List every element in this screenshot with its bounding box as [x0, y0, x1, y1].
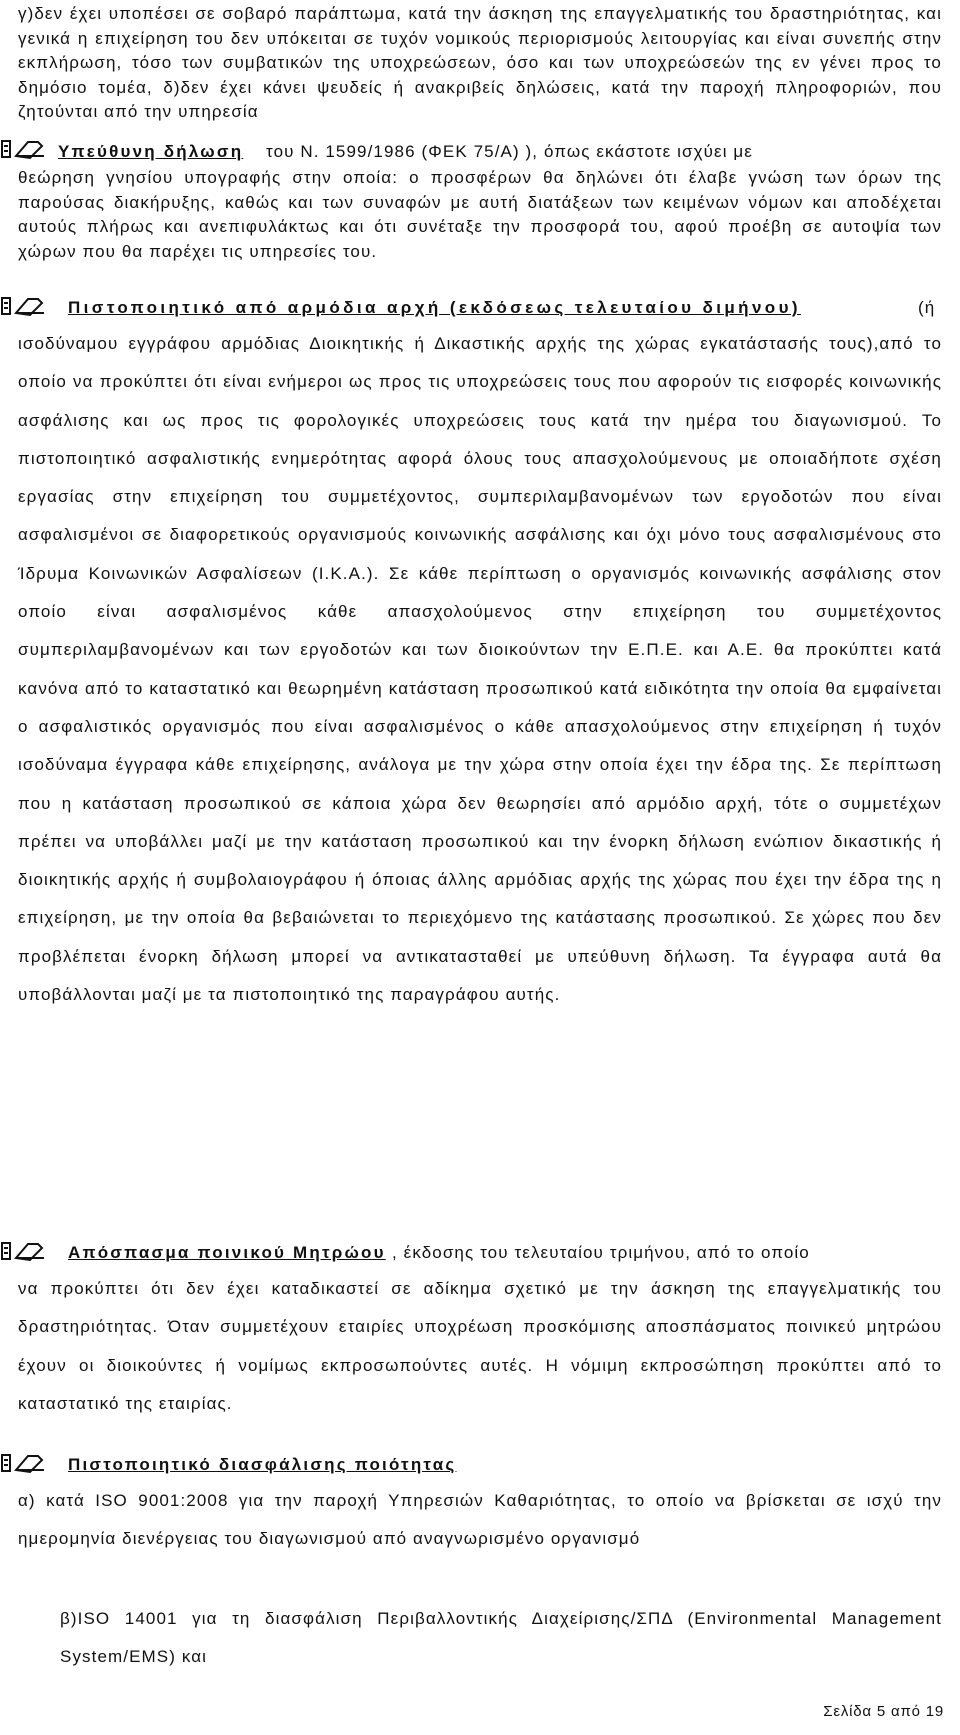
- pencil-icon: [0, 1452, 50, 1474]
- declaration-inline: του Ν. 1599/1986 (ΦΕΚ 75/Α) ), όπως εκάστοτε ισχύει με: [266, 142, 753, 161]
- page-number: Σελίδα 5 από 19: [823, 1703, 944, 1720]
- certificate-text: ισοδύναμου εγγράφου αρμόδιας Διοικητικής ή Δικαστικής αρχής της χώρας εγκατάστασής τους),από το οποίο να προκύπτει ότι είναι ενήμεροι ως προς τις υποχρεώσεις τους που αφορούν τις εισφορές κοινωνικής ασφάλισης και ως προς τις φορολογικές υποχρεώσεις τους κατά την ημέρα του διαγωνισμού. Το πιστοποιητικό ασφαλιστικής ενημερότητας αφορά όλους τους απασχολούμενους με οποιαδήποτε σχέση εργασίας στην επιχείρηση του συμμετέχοντος, συμπεριλαμβανομένων των εργοδοτών που είναι ασφαλισμένοι σε διαφορετικούς οργανισμούς κοινωνικής ασφάλισης και όχι μόνο τους ασφαλισμένους στο Ίδρυμα Κοινωνικών Ασφαλίσεων (Ι.Κ.Α.). Σε κάθε περίπτωση ο οργανισμός κοινωνικής ασφάλισης στον οποίο είναι ασφαλισμένος κάθε απασχολούμενος στην επιχείρηση του συμμετέχοντος συμπεριλαμβανομένων και των εργοδοτών και των διοικούντων την Ε.Π.Ε. και Α.Ε. θα προκύπτει κατά κανόνα από το καταστατικό και θεωρημένη κατάσταση προσωπικού κατά ειδικότητα την οποία θα εμφαίνεται ο ασφαλιστικός οργανισμός που είναι ασφαλισμένος ο κάθε απασχολούμενος στην επιχείρηση ή τυχόν ισοδύναμα έγγραφα κάθε επιχείρησης, ανάλογα με την χώρα στην οποία έχει την έδρα της. Σε περίπτωση που η κατάσταση προσωπικού σε κάποια χώρα δεν θεωρησίει από αρμόδιο αρχή, τότε ο συμμετέχων πρέπει να υποβάλλει μαζί με την κατάσταση προσωπικού και την ένορκη δήλωση ενώπιον δικαστικής ή διοικητικής αρχής ή συμβολαιογράφου ή όποιας άλλης αρμόδιας αρχής της χώρας που έχει την έδρα της η επιχείρηση, με την οποία θα βεβαιώνεται το περιεχόμενο της κατάστασης προσωπικού. Σε χώρες που δεν προβλέπεται ένορκη δήλωση μπορεί να αντικατασταθεί με υπεύθυνη δήλωση. Τα έγγραφα αυτά θα υποβάλλονται μαζί με τα πιστοποιητικό της παραγράφου αυτής.: [18, 334, 942, 1005]
- declaration-text: θεώρηση γνησίου υπογραφής στην οποία: ο προσφέρων θα δηλώνει ότι έλαβε γνώση των όρων της παρούσας διακήρυξης, καθώς και των συναφών με αυτή διατάξεων των κειμένων νόμων και αποδέχεται αυτούς πλήρως και ανεπιφυλάκτως και ότι συνέταξε την προσφορά του, αφού προέβη σε αυτοψία των χώρων που θα παρέχει τις υπηρεσίες του.: [18, 168, 942, 261]
- quality-sub: [60, 1600, 942, 1677]
- quality-heading: Πιστοποιητικό διασφάλισης ποιότητας: [68, 1455, 457, 1474]
- criminal-record-text: να προκύπτει ότι δεν έχει καταδικαστεί σε αδίκημα σχετικό με την άσκηση της επαγγελματικής του δραστηριότητας. Όταν συμμετέχουν εταιρίες υποχρέωση προσκόμισης αποσπάσματος ποινικεύ μητρώου έχουν οι διοικούντες ή νομίμως εκπροσωπούντες αυτές. Η νόμιμη εκπροσώπηση προκύπτει από το καταστατικό της εταιρίας.: [18, 1279, 942, 1413]
- pencil-icon: [0, 138, 50, 160]
- quality-sub-text: β)ISO 14001 για τη διασφάλιση Περιβαλλοντικής Διαχείρισης/ΣΠΔ (Environmental Management System/EMS) και: [60, 1609, 942, 1667]
- quality-body: [18, 1482, 942, 1559]
- criminal-record-body: [18, 1270, 942, 1423]
- pencil-icon: [0, 1240, 50, 1262]
- criminal-record-inline: , έκδοσης του τελευταίου τριμήνου, από το οποίο: [392, 1243, 810, 1262]
- pencil-icon: [0, 295, 50, 317]
- certificate-heading: Πιστοποιητικό από αρμόδια αρχή (εκδόσεως τελευταίου διμήνου): [68, 298, 801, 317]
- declaration-body: [18, 166, 942, 264]
- criminal-record-heading: Απόσπασμα ποινικού Μητρώου: [68, 1243, 386, 1262]
- intro-text: γ)δεν έχει υποπέσει σε σοβαρό παράπτωμα, κατά την άσκηση της επαγγελματικής του δραστηριότητας, και γενικά η επιχείρηση του δεν υπόκειται σε τυχόν νομικούς περιορισμούς λειτουργίας και είναι συνεπής στην εκπλήρωση, τόσο των συμβατικών της υποχρεώσεων, όσο και των υποχρεώσεών της εν γένει προς το δημόσιο τομέα, δ)δεν έχει κάνει ψευδείς ή ανακριβείς δηλώσεις, κατά την παροχή πληροφοριών, που ζητούνται από την υπηρεσία: [18, 4, 942, 121]
- declaration-heading: Υπεύθυνη δήλωση: [58, 142, 244, 161]
- certificate-body: [18, 325, 942, 1014]
- intro-paragraph: [18, 2, 942, 125]
- quality-text: α) κατά ISO 9001:2008 για την παροχή Υπηρεσιών Καθαριότητας, το οποίο να βρίσκεται σε ισχύ την ημερομηνία διενέργειας του διαγωνισμού από αναγνωρισμένο οργανισμό: [18, 1491, 942, 1549]
- certificate-inline: (ή: [918, 298, 936, 317]
